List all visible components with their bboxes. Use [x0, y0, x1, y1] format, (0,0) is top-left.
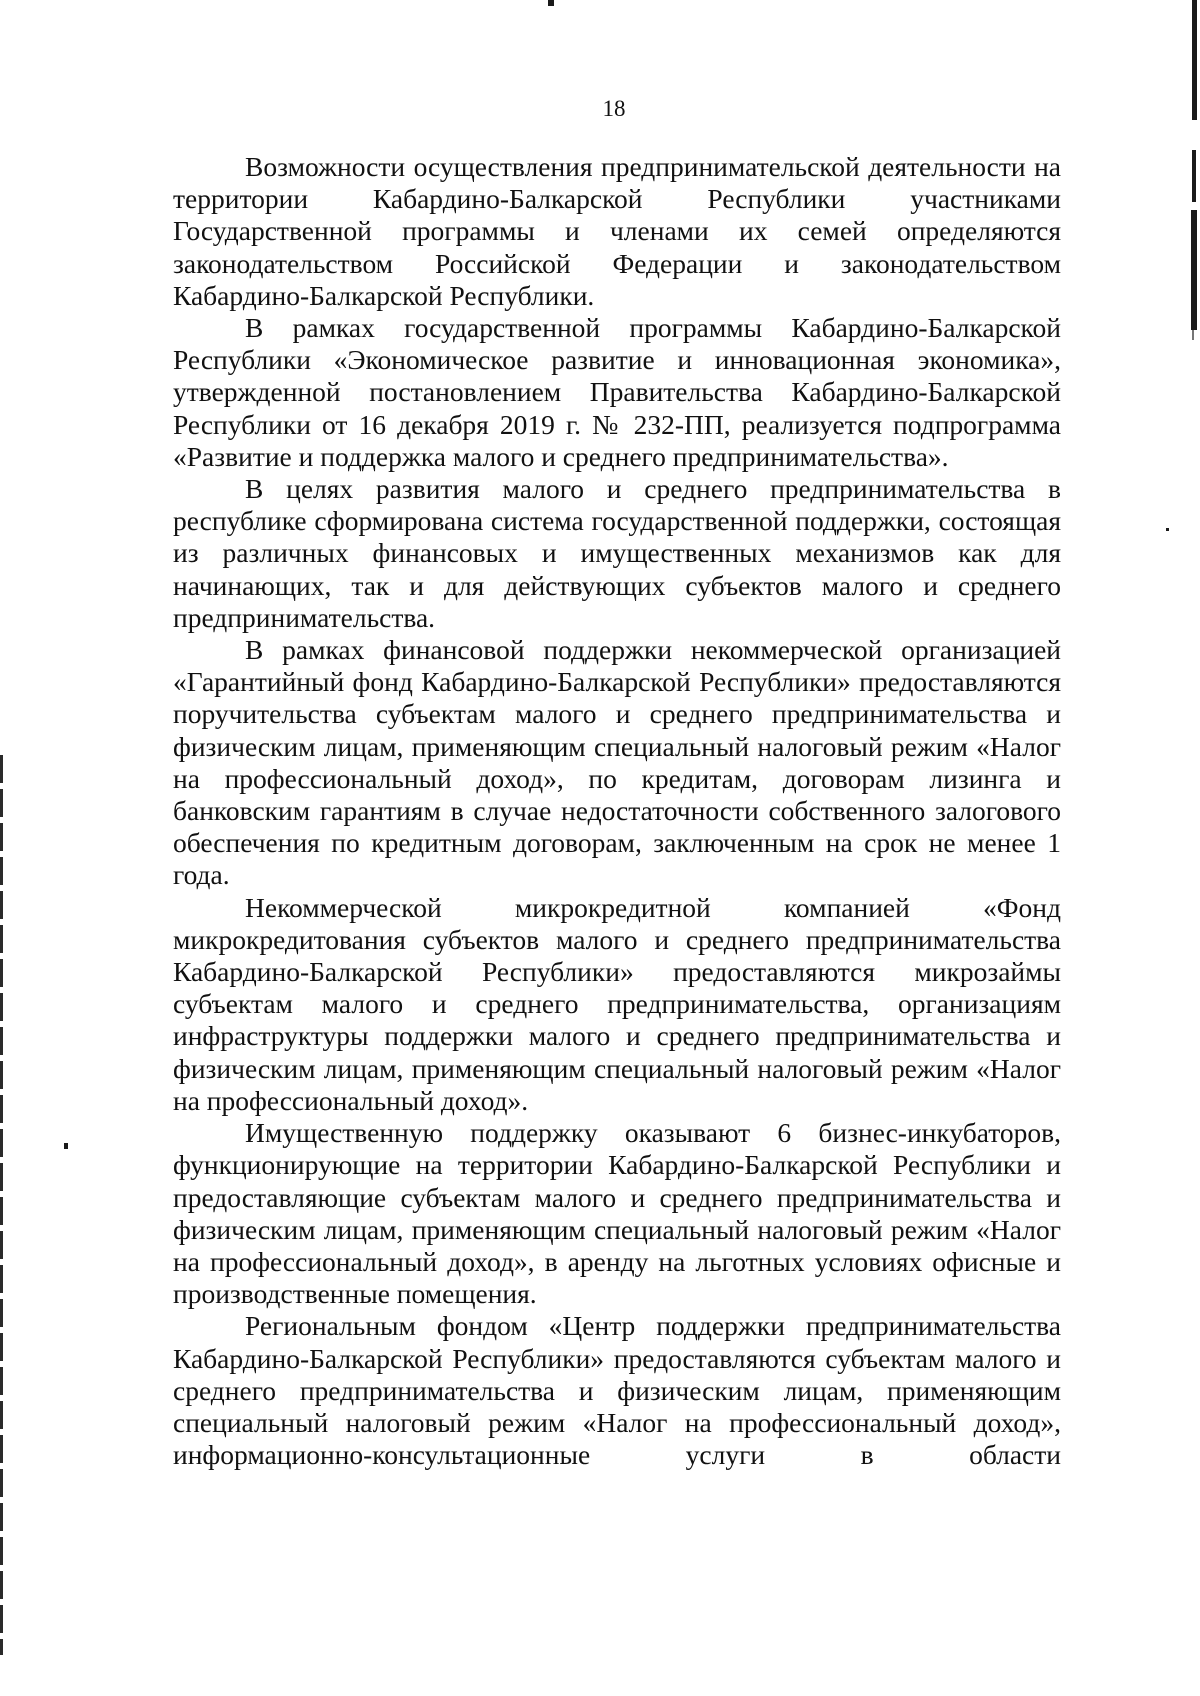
paragraph: В рамках финансовой поддержки некоммерческой организацией «Гарантийный фонд Кабардино-Балкарской Республики» предоставляются поручительства субъектам малого и среднего предпринимательства и физическим лицам, применяющим специальный налоговый режим «Налог на профессиональный доход», по кредитам, договорам лизинга и банковским гарантиям в случае недостаточности собственного залогового обеспечения по кредитным договорам, заключенным на срок не менее 1 года.	[173, 634, 1061, 891]
paragraph: В целях развития малого и среднего предпринимательства в республике сформирована система государственной поддержки, состоящая из различных финансовых и имущественных механизмов как для начинающих, так и для действующих субъектов малого и среднего предпринимательства.	[173, 473, 1061, 633]
scan-speck	[548, 0, 554, 6]
page-number: 18	[602, 96, 626, 121]
scan-edge-mark	[1192, 150, 1196, 202]
paragraph: Имущественную поддержку оказывают 6 бизнес-инкубаторов, функционирующие на территории Кабардино-Балкарской Республики и предоставляющие субъектам малого и среднего предпринимательства и физическим лицам, применяющим специальный налоговый режим «Налог на профессиональный доход», в аренду на льготных условиях офисные и производственные помещения.	[173, 1117, 1061, 1310]
scan-binding-edge	[0, 755, 3, 1655]
document-body	[173, 151, 1061, 1471]
paragraph: Возможности осуществления предпринимательской деятельности на территории Кабардино-Балкарской Республики участниками Государственной программы и членами их семей определяются законодательством Российской Федерации и законодательством Кабардино-Балкарской Республики.	[173, 151, 1061, 311]
paragraph: В рамках государственной программы Кабардино-Балкарской Республики «Экономическое развитие и инновационная экономика», утвержденной постановлением Правительства Кабардино-Балкарской Республики от 16 декабря 2019 г. № 232-ПП, реализуется подпрограмма «Развитие и поддержка малого и среднего предпринимательства».	[173, 312, 1061, 472]
paragraph: Региональным фондом «Центр поддержки предпринимательства Кабардино-Балкарской Республики» предоставляются субъектам малого и среднего предпринимательства и физическим лицам, применяющим специальный налоговый режим «Налог на профессиональный доход», информационно-консультационные услуги в области	[173, 1310, 1061, 1471]
scan-speck	[1166, 528, 1169, 531]
scan-edge-mark	[1192, 280, 1194, 340]
scan-speck	[64, 1143, 68, 1149]
paragraph: Некоммерческой микрокредитной компанией «Фонд микрокредитования субъектов малого и среднего предпринимательства Кабардино-Балкарской Республики» предоставляются микрозаймы субъектам малого и среднего предпринимательства, организациям инфраструктуры поддержки малого и среднего предпринимательства и физическим лицам, применяющим специальный налоговый режим «Налог на профессиональный доход».	[173, 891, 1061, 1116]
